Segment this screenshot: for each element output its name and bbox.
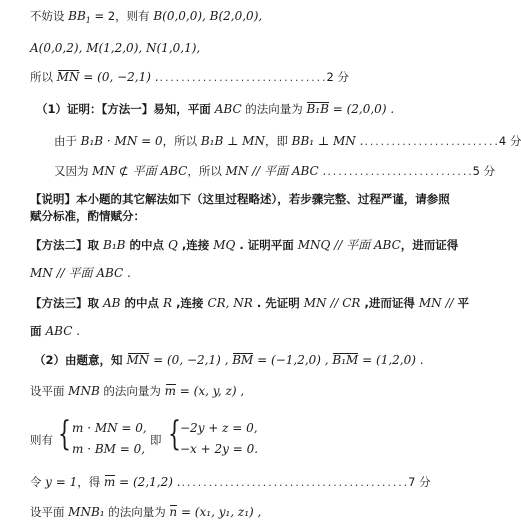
- m3-par: MN // CR: [303, 296, 361, 310]
- leader-dots: ..........................................: [180, 479, 409, 489]
- score-2: 2 分: [326, 70, 349, 84]
- n2-pre: 设平面: [30, 505, 69, 519]
- p1b-mid2: ，即: [264, 134, 292, 148]
- m3-t4: ,进而证得: [360, 296, 419, 310]
- leader-dots: .........................: [363, 138, 499, 148]
- perp-result: BB₁ ⊥ MN: [291, 134, 356, 148]
- leader-dots: ...........................: [326, 168, 473, 178]
- m3-point: R: [163, 296, 173, 310]
- m3-l2b: ABC: [45, 324, 73, 338]
- setup-text: 不妨设: [30, 9, 69, 23]
- vec-bm-val: = (−1,2,0) ,: [253, 353, 333, 367]
- m3-mid: 的中点: [120, 296, 164, 310]
- vec-n: n: [169, 505, 178, 519]
- b1b-vector: B₁B: [306, 102, 329, 116]
- vec-m-val: = (2,1,2) .: [115, 475, 181, 489]
- method2-line2: [30, 265, 131, 281]
- normal-n-line: [30, 504, 261, 520]
- mn-vector-line: [30, 69, 349, 87]
- note-line1: [30, 191, 450, 207]
- dot-product-expr: B₁B · MN = 0: [80, 134, 163, 148]
- setup-segment: BB: [68, 9, 86, 23]
- mn-pre: 所以: [30, 70, 57, 84]
- m2-seg: B₁B: [103, 238, 126, 252]
- mn-value: = (0, −2,1) .: [79, 70, 159, 84]
- score-5: 5 分: [472, 164, 496, 178]
- p1c-mid: ，所以: [187, 164, 226, 178]
- m3-t5: 平: [453, 296, 470, 310]
- part2-label: （2）由题意，知: [34, 353, 127, 367]
- vec-n-def: = (x₁, y₁, z₁) ,: [177, 505, 262, 519]
- points-coords: A(0,0,2), M(1,2,0), N(1,0,1),: [30, 41, 201, 55]
- score-4: 4 分: [498, 134, 521, 148]
- points-line: [30, 40, 200, 56]
- p1b-mid: ，所以: [162, 134, 201, 148]
- m3-t2: ,连接: [172, 296, 208, 310]
- note-line2: [30, 208, 145, 224]
- m2-point: Q: [167, 238, 178, 252]
- note-text: 【说明】本小题的其它解法如下（这里过程略述），若步骤完整、过程严谨，请参照: [30, 192, 450, 206]
- leader-dots: ...............................: [158, 74, 327, 84]
- m2-plane: MNQ // 平面 ABC: [297, 238, 401, 252]
- vec-b1m-val: = (1,2,0) .: [358, 353, 424, 367]
- b1b-value: = (2,0,0) .: [328, 102, 395, 116]
- mn-vector: MN: [56, 70, 80, 84]
- n1-mid: 的法向量为: [99, 384, 165, 398]
- vec-mn: MN: [126, 353, 150, 367]
- n1-pre: 设平面: [30, 384, 69, 398]
- vec-b1m: B₁M: [332, 353, 359, 367]
- method2-line1: [30, 237, 458, 253]
- p1b-end: .: [355, 134, 364, 148]
- vec-bm: BM: [232, 353, 254, 367]
- note-text-2: 赋分标准，酌情赋分：: [30, 209, 145, 223]
- m2-mid: 的中点: [125, 238, 168, 252]
- n2-mid: 的法向量为: [104, 505, 170, 519]
- let-pre: 令: [30, 475, 46, 489]
- m2-t4: ，进而证得: [400, 238, 459, 252]
- let-mid: ，得: [77, 475, 104, 489]
- p1b-pre: 由于: [54, 134, 81, 148]
- plane-mnb: MNB: [68, 384, 100, 398]
- vec-m: m: [164, 384, 176, 398]
- method2-label: 【方法二】取: [30, 238, 104, 252]
- setup-sub: 1: [85, 16, 91, 25]
- vec-mn-val: = (0, −2,1) ,: [149, 353, 233, 367]
- not-in-plane: MN ⊄ 平面 ABC: [92, 164, 188, 178]
- m3-t3: . 先证明: [252, 296, 304, 310]
- m2-conn: MQ: [213, 238, 236, 252]
- p1c-end: .: [318, 164, 327, 178]
- sys-pre: 则有: [30, 433, 53, 447]
- plane-abc: ABC: [214, 102, 242, 116]
- vec-m-def: = (x, y, z) ,: [175, 384, 245, 398]
- setup-points: B(0,0,0), B(2,0,0),: [153, 9, 263, 23]
- sys-eq2: −x + 2y = 0.: [180, 442, 259, 456]
- sys-ji: 即: [150, 433, 162, 447]
- m3-conn: CR, NR: [207, 296, 253, 310]
- part1-label: （1）证明：【方法一】易知，平面: [36, 102, 215, 116]
- left-brace-2: {: [168, 414, 181, 454]
- parallel-plane: MN // 平面 ABC: [225, 164, 319, 178]
- p1c-pre: 又因为: [54, 164, 93, 178]
- method3-label: 【方法三】取: [30, 296, 104, 310]
- plane-mnb1: MNB₁: [68, 505, 105, 519]
- part1-parallel: [54, 163, 495, 181]
- part1-dot-product: [54, 133, 521, 151]
- m2-t3: . 证明平面: [235, 238, 298, 252]
- m3-l2a: 面: [30, 324, 46, 338]
- part2-vectors: [34, 352, 424, 368]
- sys-eq1: −2y + z = 0,: [180, 421, 258, 435]
- m2-conclusion: MN // 平面 ABC .: [30, 266, 131, 280]
- method3-line1: [30, 295, 469, 311]
- m3-par2: MN //: [418, 296, 454, 310]
- sys-row1: m · MN = 0,: [72, 421, 147, 435]
- setup-eq: = 2，则有: [90, 9, 154, 23]
- score-7: 7 分: [408, 475, 431, 489]
- solve-line: [30, 474, 431, 492]
- m2-t2: ,连接: [177, 238, 214, 252]
- setup-line: [30, 8, 262, 29]
- perp-expr: B₁B ⊥ MN: [200, 134, 265, 148]
- normal-m-line: [30, 383, 244, 399]
- method3-line2: [30, 323, 80, 339]
- part1-intro: [36, 101, 394, 117]
- let-y: y = 1: [45, 475, 78, 489]
- left-brace-1: {: [58, 414, 71, 454]
- part1-mid: 的法向量为: [241, 102, 307, 116]
- sys-row2: m · BM = 0,: [72, 442, 146, 456]
- m3-l2c: .: [72, 324, 81, 338]
- vec-m2: m: [103, 475, 116, 489]
- m3-seg: AB: [103, 296, 121, 310]
